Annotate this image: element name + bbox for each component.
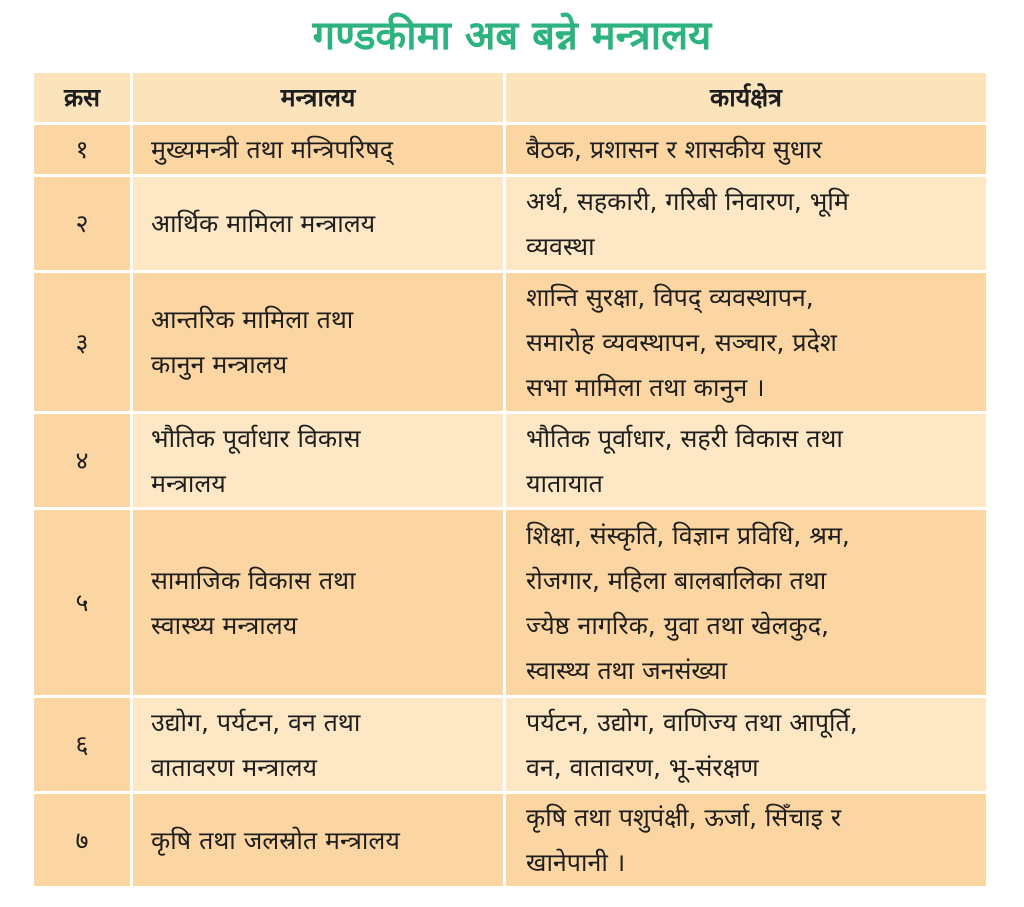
scope-cell xyxy=(505,176,988,272)
ministry-cell xyxy=(132,124,505,176)
scope-line: ज्येष्ठ नागरिक, युवा तथा खेलकुद, xyxy=(526,610,829,640)
ministry-cell xyxy=(132,176,505,272)
scope-cell xyxy=(505,413,988,509)
scope-line: खानेपानी । xyxy=(526,848,626,877)
header-ministry: मन्त्रालय xyxy=(132,72,505,124)
ministry-cell xyxy=(132,509,505,697)
scope-cell xyxy=(505,272,988,413)
ministry-line: स्वास्थ्य मन्त्रालय xyxy=(151,610,298,640)
ministry-line: उद्योग, पर्यटन, वन तथा xyxy=(151,707,361,737)
scope-line: शिक्षा, संस्कृति, विज्ञान प्रविधि, श्रम, xyxy=(526,520,850,550)
header-scope: कार्यक्षेत्र xyxy=(505,72,988,124)
scope-line: शान्ति सुरक्षा, विपद् व्यवस्थापन, xyxy=(526,282,814,312)
page-title: गण्डकीमा अब बन्ने मन्त्रालय xyxy=(312,13,712,59)
ministry-line: मन्त्रालय xyxy=(151,468,226,498)
serial-cell: ३ xyxy=(33,272,132,413)
scope-cell xyxy=(505,124,988,176)
scope-line: यातायात xyxy=(526,468,603,498)
table-row xyxy=(33,176,988,272)
scope-line: रोजगार, महिला बालबालिका तथा xyxy=(526,565,827,595)
ministry-cell xyxy=(132,697,505,793)
ministry-line: भौतिक पूर्वाधार विकास xyxy=(151,423,361,453)
table-row xyxy=(33,509,988,697)
ministry-line: कानुन मन्त्रालय xyxy=(151,350,288,379)
scope-line: वन, वातावरण, भू-संरक्षण xyxy=(526,752,759,782)
ministry-cell xyxy=(132,272,505,413)
table-row xyxy=(33,413,988,509)
ministry-cell xyxy=(132,413,505,509)
scope-line: भौतिक पूर्वाधार, सहरी विकास तथा xyxy=(526,423,843,453)
ministry-line: कृषि तथा जलस्रोत मन्त्रालय xyxy=(151,825,400,855)
serial-cell: २ xyxy=(33,176,132,272)
ministry-cell xyxy=(132,793,505,888)
ministry-line: मुख्यमन्त्री तथा मन्त्रिपरिषद् xyxy=(151,135,393,164)
serial-cell: ४ xyxy=(33,413,132,509)
table-row xyxy=(33,124,988,176)
serial-cell: ७ xyxy=(33,793,132,888)
ministry-table xyxy=(31,70,989,889)
table-header-row xyxy=(33,72,988,124)
table-row xyxy=(33,697,988,793)
scope-line: सभा मामिला तथा कानुन । xyxy=(526,372,765,402)
scope-line: समारोह व्यवस्थापन, सञ्चार, प्रदेश xyxy=(526,327,837,357)
ministry-line: आर्थिक मामिला मन्त्रालय xyxy=(151,209,376,238)
scope-line: पर्यटन, उद्योग, वाणिज्य तथा आपूर्ति, xyxy=(526,707,858,737)
serial-cell: ६ xyxy=(33,697,132,793)
ministry-line: सामाजिक विकास तथा xyxy=(151,565,356,595)
scope-line: कृषि तथा पशुपंक्षी, ऊर्जा, सिँचाइ र xyxy=(526,803,842,832)
scope-line: स्वास्थ्य तथा जनसंख्या xyxy=(526,655,727,685)
header-serial: क्रस xyxy=(33,72,132,124)
serial-cell: १ xyxy=(33,124,132,176)
table-row xyxy=(33,793,988,888)
scope-line: बैठक, प्रशासन र शासकीय सुधार xyxy=(526,135,822,164)
serial-cell: ५ xyxy=(33,509,132,697)
ministry-line: वातावरण मन्त्रालय xyxy=(151,752,318,782)
scope-cell xyxy=(505,793,988,888)
scope-line: अर्थ, सहकारी, गरिबी निवारण, भूमि xyxy=(526,186,849,216)
scope-line: व्यवस्था xyxy=(526,231,595,261)
scope-cell xyxy=(505,697,988,793)
ministry-line: आन्तरिक मामिला तथा xyxy=(151,305,354,334)
scope-cell xyxy=(505,509,988,697)
table-row xyxy=(33,272,988,413)
